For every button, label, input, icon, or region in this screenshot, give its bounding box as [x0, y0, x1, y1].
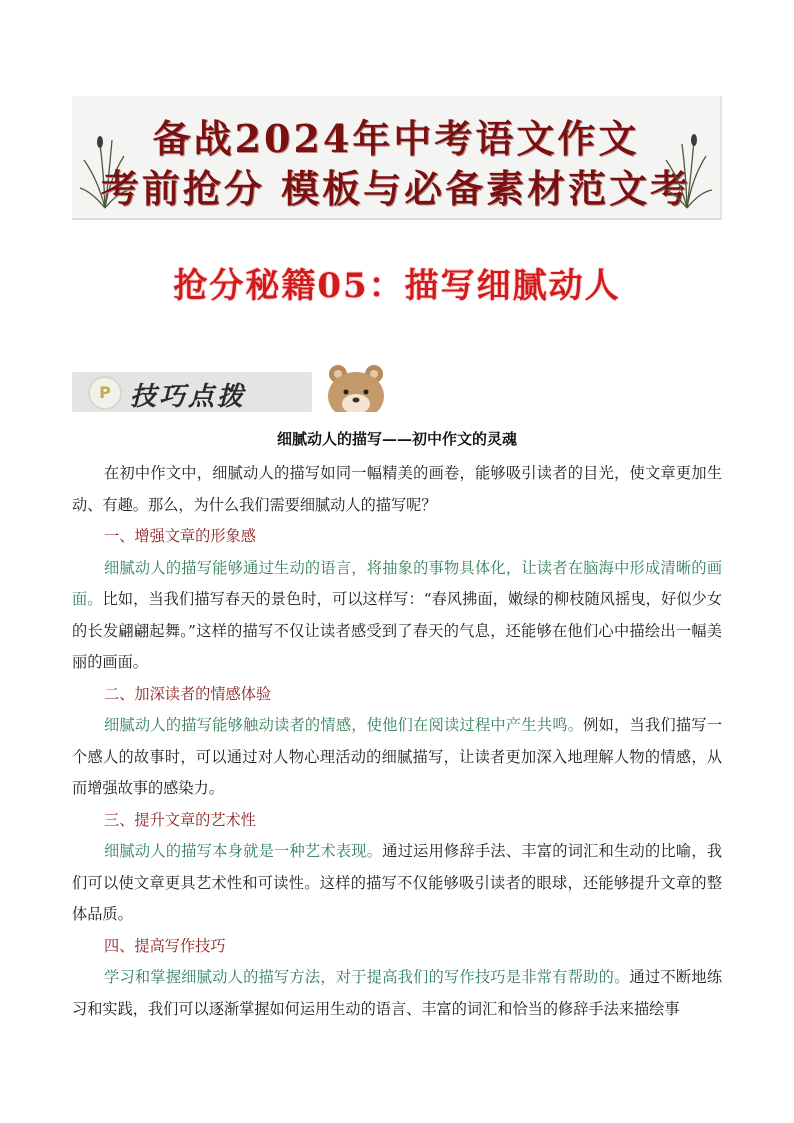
paragraph-text: 通过不断地练习和实践，我们可以逐渐掌握如何运用生动的语言、丰富的词汇和恰当的修辞手法来描绘事: [72, 968, 723, 1018]
paragraph-text: 例如，当我们描写一个感人的故事时，可以通过对人物心理活动的细腻描写，让读者更加深入地理解人物的情感，从而增强故事的感染力。: [72, 716, 723, 797]
section-paragraph: [72, 836, 722, 931]
highlight-sentence: 细腻动人的描写能够触动读者的情感，使他们在阅读过程中产生共鸣。: [104, 716, 584, 734]
bear-mascot-icon: [322, 362, 392, 420]
highlight-sentence: 细腻动人的描写能够通过生动的语言，将抽象的事物具体化，让读者在脑海中形成清晰的画面。: [72, 558, 722, 608]
intro-paragraph: 在初中作文中，细腻动人的描写如同一幅精美的画卷，能够吸引读者的目光，使文章更加生动、有趣。那么，为什么我们需要细腻动人的描写呢？: [72, 464, 722, 514]
p-badge-icon: P: [88, 376, 122, 410]
banner-title-line-1: 备战2024年中考语文作文: [152, 116, 640, 161]
chapter-title: 抢分秘籍05：描写细腻动人: [173, 266, 621, 306]
banner-title-line-2: 考前抢分 模板与必备素材范文考: [100, 166, 692, 211]
section-heading: 二、加深读者的情感体验: [104, 684, 272, 703]
section-paragraph: [72, 962, 722, 1025]
paragraph-text: 通过运用修辞手法、丰富的词汇和生动的比喻，我们可以使文章更具艺术性和可读性。这样的描写不仅能够吸引读者的眼球，还能够提升文章的整体品质。: [72, 842, 723, 923]
header-banner: [72, 96, 722, 220]
tip-label: 技巧点拨: [130, 382, 247, 412]
paragraph-text: 比如，当我们描写春天的景色时，可以这样写：“春风拂面，嫩绿的柳枝随风摇曳，好似少女的长发翩翩起舞。”这样的描写不仅让读者感受到了春天的气息，还能够在他们心中描绘出一幅美丽的画面。: [72, 590, 723, 671]
highlight-sentence: 学习和掌握细腻动人的描写方法，对于提高我们的写作技巧是非常有帮助的。: [104, 968, 630, 986]
section-heading: 三、提升文章的艺术性: [104, 810, 256, 829]
section-heading: 四、提高写作技巧: [104, 936, 226, 955]
highlight-sentence: 细腻动人的描写本身就是一种艺术表现。: [104, 842, 383, 860]
section-heading: 一、增强文章的形象感: [104, 527, 256, 545]
grass-decoration-icon: [660, 130, 714, 210]
tip-section-header: [72, 362, 346, 414]
section-paragraph: [72, 553, 722, 679]
article-body: [72, 458, 722, 1025]
article-title: 细腻动人的描写——初中作文的灵魂: [276, 430, 517, 448]
section-paragraph: [72, 710, 722, 805]
